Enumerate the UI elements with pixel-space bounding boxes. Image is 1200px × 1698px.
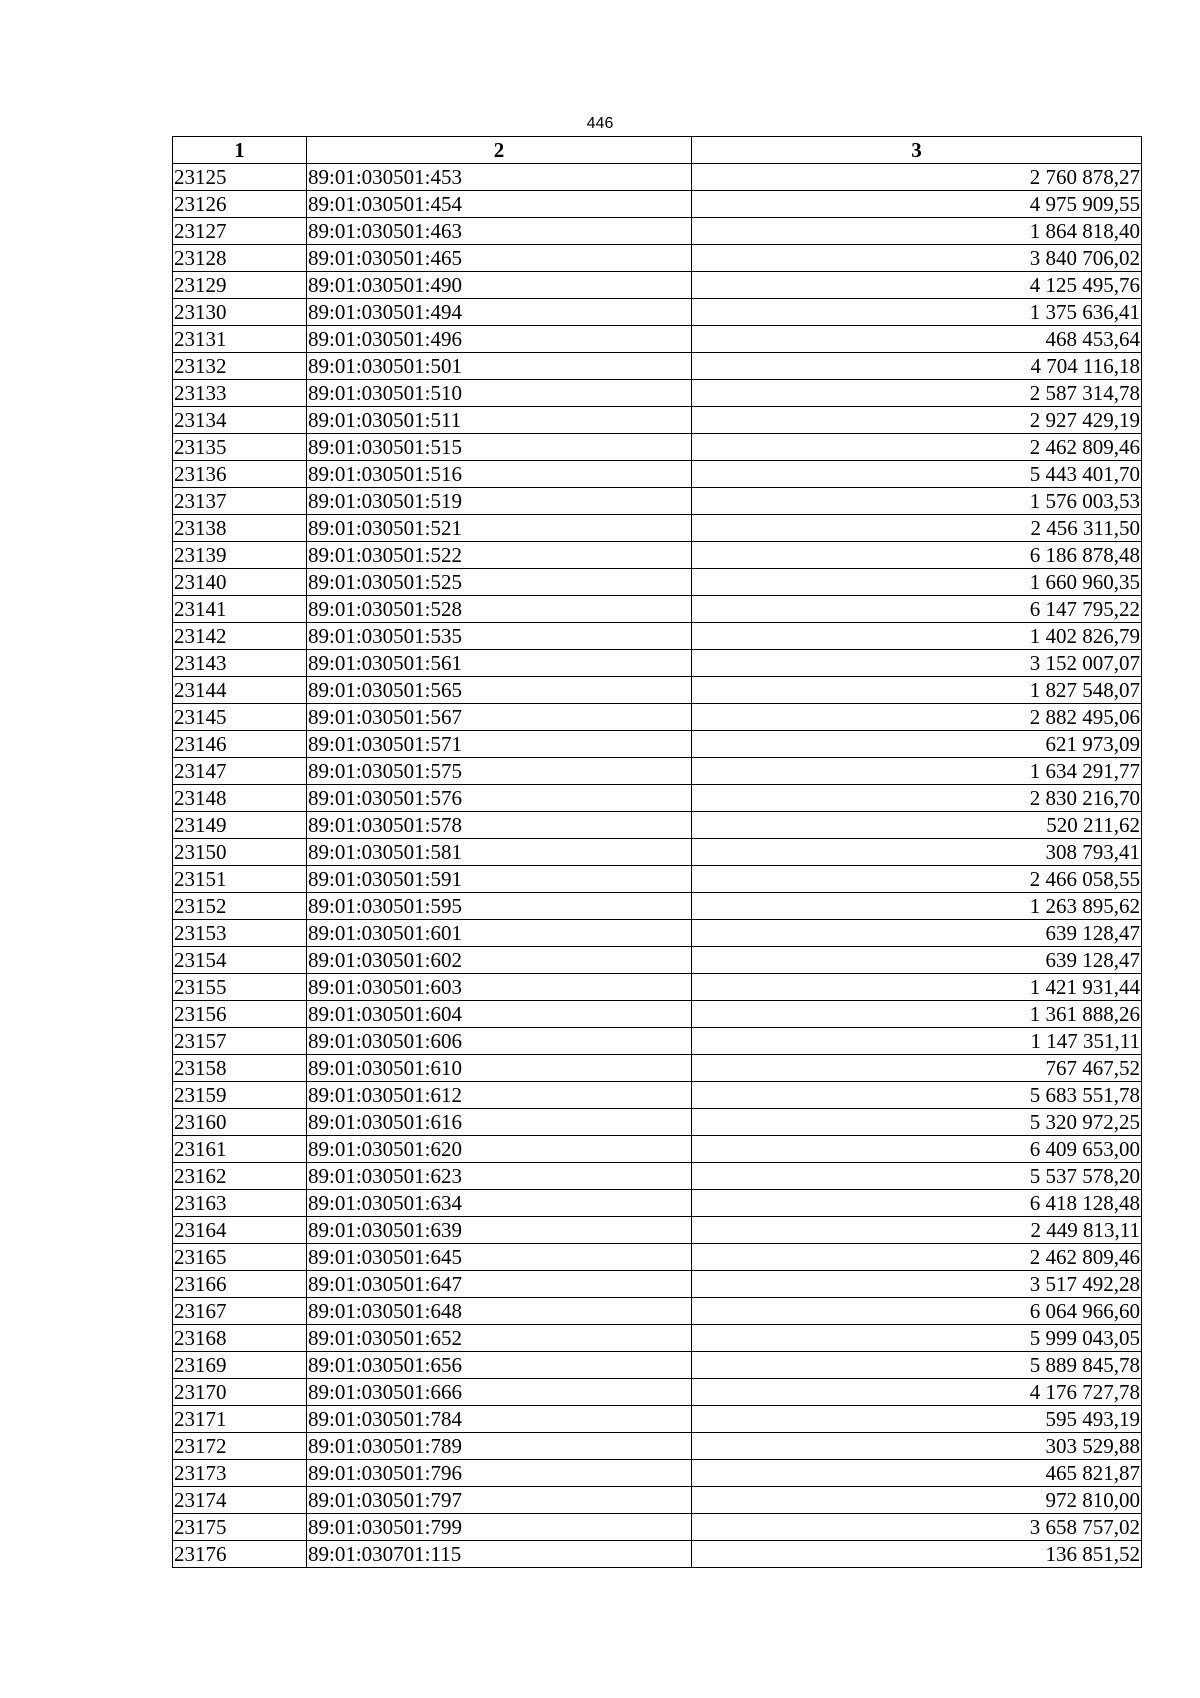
cadastral-value: 1 263 895,62 xyxy=(692,893,1142,920)
cadastral-number: 89:01:030501:535 xyxy=(307,623,692,650)
row-number: 23142 xyxy=(173,623,307,650)
cadastral-number: 89:01:030501:797 xyxy=(307,1487,692,1514)
cadastral-value: 1 375 636,41 xyxy=(692,299,1142,326)
table-row xyxy=(173,569,1142,596)
row-number: 23129 xyxy=(173,272,307,299)
cadastral-value: 1 864 818,40 xyxy=(692,218,1142,245)
cadastral-value: 6 147 795,22 xyxy=(692,596,1142,623)
cadastral-value: 6 409 653,00 xyxy=(692,1136,1142,1163)
table-row xyxy=(173,245,1142,272)
cadastral-number: 89:01:030501:501 xyxy=(307,353,692,380)
row-number: 23175 xyxy=(173,1514,307,1541)
cadastral-number: 89:01:030501:463 xyxy=(307,218,692,245)
cadastral-number: 89:01:030501:510 xyxy=(307,380,692,407)
cadastral-value: 2 587 314,78 xyxy=(692,380,1142,407)
row-number: 23176 xyxy=(173,1541,307,1568)
row-number: 23157 xyxy=(173,1028,307,1055)
cadastral-value: 5 889 845,78 xyxy=(692,1352,1142,1379)
table-row xyxy=(173,704,1142,731)
row-number: 23126 xyxy=(173,191,307,218)
cadastral-number: 89:01:030501:515 xyxy=(307,434,692,461)
cadastral-number: 89:01:030501:511 xyxy=(307,407,692,434)
row-number: 23154 xyxy=(173,947,307,974)
cadastral-value: 2 449 813,11 xyxy=(692,1217,1142,1244)
row-number: 23171 xyxy=(173,1406,307,1433)
cadastral-number: 89:01:030501:648 xyxy=(307,1298,692,1325)
table-body xyxy=(173,164,1142,1568)
row-number: 23147 xyxy=(173,758,307,785)
table-row xyxy=(173,1109,1142,1136)
table-row xyxy=(173,596,1142,623)
row-number: 23130 xyxy=(173,299,307,326)
table-row xyxy=(173,1136,1142,1163)
table-row xyxy=(173,434,1142,461)
cadastral-number: 89:01:030501:516 xyxy=(307,461,692,488)
cadastral-value: 2 456 311,50 xyxy=(692,515,1142,542)
cadastral-value: 3 152 007,07 xyxy=(692,650,1142,677)
table-row xyxy=(173,1082,1142,1109)
cadastral-number: 89:01:030501:575 xyxy=(307,758,692,785)
row-number: 23134 xyxy=(173,407,307,434)
cadastral-value: 3 840 706,02 xyxy=(692,245,1142,272)
cadastral-value: 2 830 216,70 xyxy=(692,785,1142,812)
cadastral-number: 89:01:030501:522 xyxy=(307,542,692,569)
cadastral-number: 89:01:030501:453 xyxy=(307,164,692,191)
table-row xyxy=(173,623,1142,650)
table-row xyxy=(173,164,1142,191)
row-number: 23152 xyxy=(173,893,307,920)
table-row xyxy=(173,299,1142,326)
cadastral-number: 89:01:030501:591 xyxy=(307,866,692,893)
cadastral-number: 89:01:030501:561 xyxy=(307,650,692,677)
row-number: 23127 xyxy=(173,218,307,245)
row-number: 23168 xyxy=(173,1325,307,1352)
table-row xyxy=(173,461,1142,488)
cadastral-value: 1 576 003,53 xyxy=(692,488,1142,515)
cadastral-number: 89:01:030501:634 xyxy=(307,1190,692,1217)
table-header xyxy=(173,137,1142,164)
header-col-3: 3 xyxy=(692,137,1142,164)
cadastral-number: 89:01:030501:610 xyxy=(307,1055,692,1082)
cadastral-value: 2 462 809,46 xyxy=(692,1244,1142,1271)
cadastral-number: 89:01:030501:789 xyxy=(307,1433,692,1460)
header-row xyxy=(173,137,1142,164)
table-row xyxy=(173,866,1142,893)
cadastral-number: 89:01:030501:616 xyxy=(307,1109,692,1136)
row-number: 23163 xyxy=(173,1190,307,1217)
cadastral-value: 1 827 548,07 xyxy=(692,677,1142,704)
table-row xyxy=(173,677,1142,704)
table-row xyxy=(173,1244,1142,1271)
cadastral-value: 6 064 966,60 xyxy=(692,1298,1142,1325)
table-row xyxy=(173,1028,1142,1055)
cadastral-value: 465 821,87 xyxy=(692,1460,1142,1487)
cadastral-value: 972 810,00 xyxy=(692,1487,1142,1514)
cadastral-number: 89:01:030501:581 xyxy=(307,839,692,866)
table-row xyxy=(173,1325,1142,1352)
cadastral-number: 89:01:030501:571 xyxy=(307,731,692,758)
row-number: 23153 xyxy=(173,920,307,947)
header-col-1: 1 xyxy=(173,137,307,164)
table-row xyxy=(173,812,1142,839)
cadastral-number: 89:01:030501:490 xyxy=(307,272,692,299)
cadastral-number: 89:01:030501:601 xyxy=(307,920,692,947)
cadastral-number: 89:01:030501:567 xyxy=(307,704,692,731)
row-number: 23141 xyxy=(173,596,307,623)
table-row xyxy=(173,839,1142,866)
cadastral-value-table xyxy=(172,136,1142,1568)
cadastral-value: 6 186 878,48 xyxy=(692,542,1142,569)
cadastral-value: 1 147 351,11 xyxy=(692,1028,1142,1055)
table-row xyxy=(173,731,1142,758)
cadastral-value: 1 660 960,35 xyxy=(692,569,1142,596)
cadastral-value: 1 402 826,79 xyxy=(692,623,1142,650)
row-number: 23155 xyxy=(173,974,307,1001)
cadastral-value: 520 211,62 xyxy=(692,812,1142,839)
table-row xyxy=(173,1271,1142,1298)
cadastral-value: 595 493,19 xyxy=(692,1406,1142,1433)
cadastral-value: 4 704 116,18 xyxy=(692,353,1142,380)
row-number: 23132 xyxy=(173,353,307,380)
cadastral-value: 5 999 043,05 xyxy=(692,1325,1142,1352)
table-row xyxy=(173,353,1142,380)
cadastral-number: 89:01:030501:645 xyxy=(307,1244,692,1271)
table-row xyxy=(173,488,1142,515)
cadastral-number: 89:01:030501:602 xyxy=(307,947,692,974)
cadastral-value: 621 973,09 xyxy=(692,731,1142,758)
row-number: 23149 xyxy=(173,812,307,839)
row-number: 23128 xyxy=(173,245,307,272)
row-number: 23140 xyxy=(173,569,307,596)
cadastral-value: 767 467,52 xyxy=(692,1055,1142,1082)
row-number: 23170 xyxy=(173,1379,307,1406)
cadastral-number: 89:01:030501:521 xyxy=(307,515,692,542)
cadastral-number: 89:01:030501:784 xyxy=(307,1406,692,1433)
cadastral-value: 4 176 727,78 xyxy=(692,1379,1142,1406)
row-number: 23160 xyxy=(173,1109,307,1136)
cadastral-number: 89:01:030501:623 xyxy=(307,1163,692,1190)
table-row xyxy=(173,1352,1142,1379)
cadastral-number: 89:01:030501:496 xyxy=(307,326,692,353)
cadastral-value: 5 537 578,20 xyxy=(692,1163,1142,1190)
row-number: 23162 xyxy=(173,1163,307,1190)
cadastral-number: 89:01:030501:565 xyxy=(307,677,692,704)
cadastral-value: 5 320 972,25 xyxy=(692,1109,1142,1136)
table-row xyxy=(173,893,1142,920)
row-number: 23150 xyxy=(173,839,307,866)
table-row xyxy=(173,758,1142,785)
cadastral-value: 5 683 551,78 xyxy=(692,1082,1142,1109)
row-number: 23131 xyxy=(173,326,307,353)
cadastral-number: 89:01:030501:519 xyxy=(307,488,692,515)
row-number: 23148 xyxy=(173,785,307,812)
table-row xyxy=(173,1514,1142,1541)
cadastral-number: 89:01:030701:115 xyxy=(307,1541,692,1568)
table-row xyxy=(173,947,1142,974)
cadastral-number: 89:01:030501:652 xyxy=(307,1325,692,1352)
cadastral-value: 2 466 058,55 xyxy=(692,866,1142,893)
cadastral-value: 4 125 495,76 xyxy=(692,272,1142,299)
cadastral-number: 89:01:030501:612 xyxy=(307,1082,692,1109)
cadastral-number: 89:01:030501:454 xyxy=(307,191,692,218)
cadastral-value: 5 443 401,70 xyxy=(692,461,1142,488)
cadastral-number: 89:01:030501:465 xyxy=(307,245,692,272)
row-number: 23166 xyxy=(173,1271,307,1298)
cadastral-value: 639 128,47 xyxy=(692,947,1142,974)
table-row xyxy=(173,1460,1142,1487)
row-number: 23143 xyxy=(173,650,307,677)
cadastral-number: 89:01:030501:578 xyxy=(307,812,692,839)
cadastral-number: 89:01:030501:576 xyxy=(307,785,692,812)
cadastral-number: 89:01:030501:647 xyxy=(307,1271,692,1298)
table-row xyxy=(173,650,1142,677)
cadastral-number: 89:01:030501:595 xyxy=(307,893,692,920)
table-row xyxy=(173,191,1142,218)
cadastral-value: 136 851,52 xyxy=(692,1541,1142,1568)
cadastral-number: 89:01:030501:666 xyxy=(307,1379,692,1406)
table-row xyxy=(173,218,1142,245)
table-row xyxy=(173,1487,1142,1514)
table-row xyxy=(173,1217,1142,1244)
row-number: 23133 xyxy=(173,380,307,407)
row-number: 23167 xyxy=(173,1298,307,1325)
table-row xyxy=(173,1406,1142,1433)
row-number: 23136 xyxy=(173,461,307,488)
row-number: 23156 xyxy=(173,1001,307,1028)
cadastral-value: 303 529,88 xyxy=(692,1433,1142,1460)
cadastral-number: 89:01:030501:799 xyxy=(307,1514,692,1541)
table-row xyxy=(173,407,1142,434)
row-number: 23169 xyxy=(173,1352,307,1379)
row-number: 23138 xyxy=(173,515,307,542)
table-row xyxy=(173,1001,1142,1028)
row-number: 23146 xyxy=(173,731,307,758)
cadastral-number: 89:01:030501:604 xyxy=(307,1001,692,1028)
cadastral-value: 4 975 909,55 xyxy=(692,191,1142,218)
cadastral-value: 2 760 878,27 xyxy=(692,164,1142,191)
row-number: 23158 xyxy=(173,1055,307,1082)
table-row xyxy=(173,974,1142,1001)
cadastral-number: 89:01:030501:656 xyxy=(307,1352,692,1379)
table-row xyxy=(173,1055,1142,1082)
cadastral-number: 89:01:030501:525 xyxy=(307,569,692,596)
cadastral-value: 2 462 809,46 xyxy=(692,434,1142,461)
cadastral-value: 308 793,41 xyxy=(692,839,1142,866)
cadastral-value: 6 418 128,48 xyxy=(692,1190,1142,1217)
cadastral-value: 3 658 757,02 xyxy=(692,1514,1142,1541)
table-row xyxy=(173,380,1142,407)
table-row xyxy=(173,1163,1142,1190)
cadastral-value: 1 634 291,77 xyxy=(692,758,1142,785)
table-row xyxy=(173,1190,1142,1217)
row-number: 23165 xyxy=(173,1244,307,1271)
table-row xyxy=(173,1433,1142,1460)
table-row xyxy=(173,1298,1142,1325)
cadastral-value: 2 882 495,06 xyxy=(692,704,1142,731)
cadastral-number: 89:01:030501:606 xyxy=(307,1028,692,1055)
table-row xyxy=(173,1541,1142,1568)
header-col-2: 2 xyxy=(307,137,692,164)
cadastral-value: 3 517 492,28 xyxy=(692,1271,1142,1298)
page-number: 446 xyxy=(586,115,614,132)
table-row xyxy=(173,515,1142,542)
row-number: 23144 xyxy=(173,677,307,704)
cadastral-number: 89:01:030501:796 xyxy=(307,1460,692,1487)
table-row xyxy=(173,1379,1142,1406)
row-number: 23173 xyxy=(173,1460,307,1487)
row-number: 23151 xyxy=(173,866,307,893)
table-row xyxy=(173,785,1142,812)
table-row xyxy=(173,920,1142,947)
cadastral-value: 1 421 931,44 xyxy=(692,974,1142,1001)
row-number: 23125 xyxy=(173,164,307,191)
row-number: 23161 xyxy=(173,1136,307,1163)
table-row xyxy=(173,326,1142,353)
cadastral-value: 639 128,47 xyxy=(692,920,1142,947)
cadastral-number: 89:01:030501:528 xyxy=(307,596,692,623)
row-number: 23164 xyxy=(173,1217,307,1244)
table-row xyxy=(173,272,1142,299)
row-number: 23135 xyxy=(173,434,307,461)
row-number: 23159 xyxy=(173,1082,307,1109)
cadastral-number: 89:01:030501:494 xyxy=(307,299,692,326)
row-number: 23137 xyxy=(173,488,307,515)
row-number: 23145 xyxy=(173,704,307,731)
table-row xyxy=(173,542,1142,569)
row-number: 23174 xyxy=(173,1487,307,1514)
cadastral-value: 1 361 888,26 xyxy=(692,1001,1142,1028)
cadastral-number: 89:01:030501:639 xyxy=(307,1217,692,1244)
cadastral-value: 468 453,64 xyxy=(692,326,1142,353)
cadastral-number: 89:01:030501:603 xyxy=(307,974,692,1001)
row-number: 23139 xyxy=(173,542,307,569)
cadastral-value: 2 927 429,19 xyxy=(692,407,1142,434)
cadastral-number: 89:01:030501:620 xyxy=(307,1136,692,1163)
row-number: 23172 xyxy=(173,1433,307,1460)
